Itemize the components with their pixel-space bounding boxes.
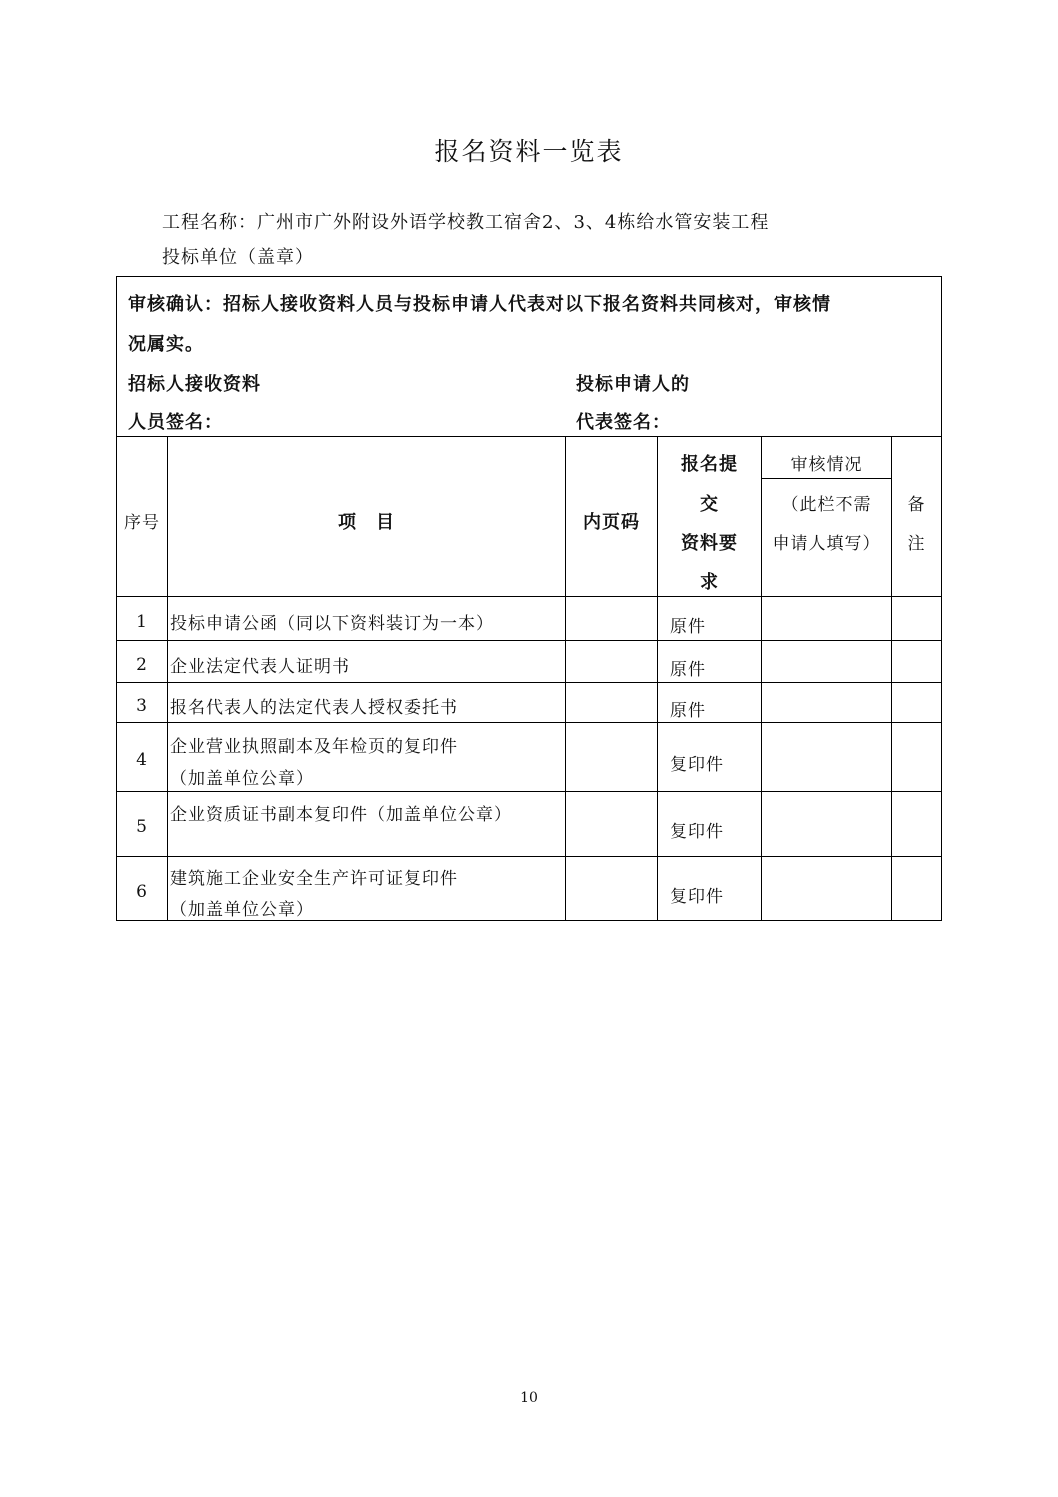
row-item: 建筑施工企业安全生产许可证复印件 — [170, 869, 458, 889]
header-review-note: （此栏不需 — [781, 495, 872, 515]
page-title: 报名资料一览表 — [434, 137, 624, 166]
applicant-signature-label: 代表签名： — [576, 412, 671, 433]
row-number: 5 — [136, 817, 148, 837]
row-number: 1 — [136, 612, 148, 632]
applicant-signature-label: 投标申请人的 — [576, 374, 690, 395]
row-item: 企业营业执照副本及年检页的复印件 — [170, 737, 458, 757]
table-bottom-border — [116, 920, 942, 921]
row-requirement: 复印件 — [670, 822, 724, 842]
row-divider — [116, 791, 942, 792]
confirm-bottom-border — [116, 436, 942, 437]
row-divider — [116, 856, 942, 857]
table-right-border — [941, 276, 942, 920]
header-req: 报名提 — [681, 454, 738, 475]
row-item: 企业资质证书副本复印件（加盖单位公章） — [170, 805, 512, 825]
header-req: 求 — [700, 572, 719, 593]
row-requirement: 复印件 — [670, 887, 724, 907]
row-item: 报名代表人的法定代表人授权委托书 — [170, 698, 458, 718]
header-bottom-border — [116, 596, 942, 597]
header-req: 资料要 — [681, 533, 738, 554]
row-requirement: 复印件 — [670, 755, 724, 775]
confirm-text-line2: 况属实。 — [128, 334, 204, 355]
receiver-signature-label: 招标人接收资料 — [128, 374, 261, 395]
page-number: 10 — [520, 1390, 538, 1406]
row-requirement: 原件 — [670, 617, 706, 637]
header-remark: 注 — [907, 534, 926, 554]
header-remark: 备 — [907, 495, 926, 515]
header-item: 项 目 — [338, 512, 395, 533]
review-header-divider — [761, 478, 891, 479]
confirm-text-line1: 审核确认：招标人接收资料人员与投标申请人代表对以下报名资料共同核对，审核情 — [128, 294, 831, 315]
table-top-border — [116, 276, 942, 277]
row-item: 企业法定代表人证明书 — [170, 657, 350, 677]
row-number: 2 — [136, 655, 148, 675]
row-item: 投标申请公函（同以下资料装订为一本） — [170, 614, 494, 634]
row-divider — [116, 722, 942, 723]
row-item-note: （加盖单位公章） — [170, 769, 314, 789]
row-number: 4 — [136, 750, 148, 770]
row-number: 6 — [136, 882, 148, 902]
row-requirement: 原件 — [670, 660, 706, 680]
row-requirement: 原件 — [670, 701, 706, 721]
project-name: 工程名称：广州市广外附设外语学校教工宿舍2、3、4栋给水管安装工程 — [162, 212, 770, 233]
row-item-note: （加盖单位公章） — [170, 900, 314, 920]
row-divider — [116, 682, 942, 683]
row-divider — [116, 640, 942, 641]
header-review: 审核情况 — [790, 455, 863, 475]
header-page: 内页码 — [583, 512, 640, 533]
receiver-signature-label: 人员签名： — [128, 412, 223, 433]
bidder-unit: 投标单位（盖章） — [162, 247, 314, 268]
header-req: 交 — [700, 494, 719, 515]
row-number: 3 — [136, 696, 148, 716]
header-seq: 序号 — [124, 513, 160, 533]
header-review-note: 申请人填写） — [772, 534, 881, 554]
